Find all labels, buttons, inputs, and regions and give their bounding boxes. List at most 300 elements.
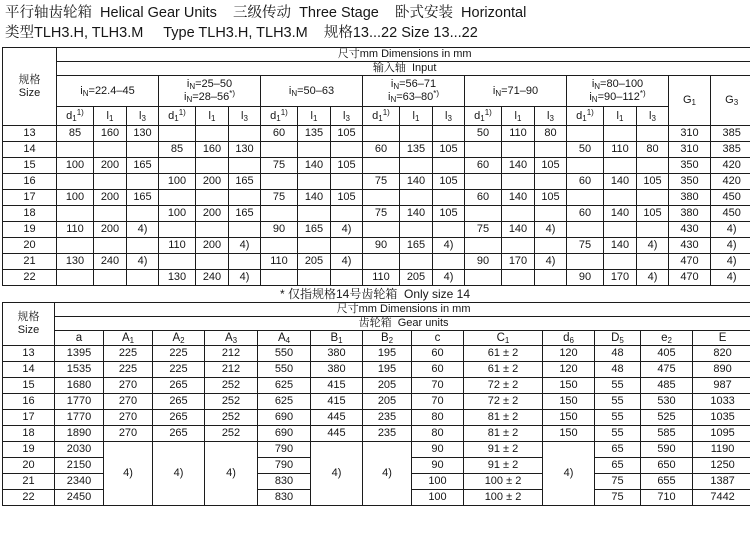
cell: 4)	[711, 270, 750, 286]
cell: 225	[153, 346, 205, 362]
cell: 140	[604, 206, 637, 222]
row-size: 16	[3, 174, 57, 190]
cell: 450	[711, 206, 750, 222]
cell	[298, 206, 331, 222]
cell: 110	[57, 222, 94, 238]
col-header-c1: $C_1$	[464, 331, 543, 346]
cell: 1770	[55, 410, 104, 426]
cell: 60	[465, 190, 502, 206]
cell: 55	[595, 426, 641, 442]
cell: 415	[311, 394, 363, 410]
col-header-c: c	[412, 331, 464, 346]
cell: 212	[205, 362, 258, 378]
cell: 60	[363, 142, 400, 158]
cell	[604, 254, 637, 270]
cell: 160	[196, 142, 229, 158]
cell: 252	[205, 410, 258, 426]
cell: 105	[331, 158, 363, 174]
cell	[229, 222, 261, 238]
cell	[331, 270, 363, 286]
cell: 61 ± 2	[464, 346, 543, 362]
cell: 1535	[55, 362, 104, 378]
cell: 2030	[55, 442, 104, 458]
cell: 75	[595, 490, 641, 506]
input-shaft-header: 输入轴 Input	[57, 62, 750, 76]
cell: 225	[104, 362, 153, 378]
cell: 1387	[693, 474, 750, 490]
cell: 4)	[637, 270, 669, 286]
cell	[502, 174, 535, 190]
cell: 140	[400, 206, 433, 222]
cell: 130	[127, 126, 159, 142]
cell: 415	[311, 378, 363, 394]
l1-column-header: $l_1$	[604, 107, 637, 126]
cell	[159, 158, 196, 174]
cell: 90	[465, 254, 502, 270]
page-title-line2: 类型TLH3.H, TLH3.M Type TLH3.H, TLH3.M 规格13...22 Size 13...22	[5, 25, 478, 41]
cell	[57, 142, 94, 158]
cell: 430	[669, 238, 711, 254]
cell: 100	[159, 174, 196, 190]
cell: 270	[104, 426, 153, 442]
table-row	[3, 190, 750, 206]
g1-column-header: $G_1$	[669, 76, 711, 126]
cell: 690	[258, 426, 311, 442]
row-size: 13	[3, 126, 57, 142]
cell: 110	[604, 142, 637, 158]
cell: 420	[711, 174, 750, 190]
cell: 265	[153, 410, 205, 426]
cell: 690	[258, 410, 311, 426]
cell: 4)	[153, 442, 205, 506]
cell: 585	[641, 426, 693, 442]
cell	[604, 158, 637, 174]
table-row	[3, 142, 750, 158]
table-row	[3, 410, 750, 426]
d1-column-header: $d_1^{1)}$	[57, 107, 94, 126]
cell: 820	[693, 346, 750, 362]
cell: 550	[258, 346, 311, 362]
cell: 830	[258, 490, 311, 506]
col-header-b1: $B_1$	[311, 331, 363, 346]
cell: 625	[258, 394, 311, 410]
size-header-zh: 规格	[17, 311, 40, 323]
cell	[465, 206, 502, 222]
cell: 105	[535, 190, 567, 206]
cell: 195	[363, 346, 412, 362]
cell	[433, 190, 465, 206]
cell: 405	[641, 346, 693, 362]
size-column-header	[3, 303, 55, 346]
cell: 200	[94, 158, 127, 174]
cell	[604, 126, 637, 142]
cell: 380	[669, 206, 711, 222]
cell: 4)	[711, 238, 750, 254]
table-row	[3, 362, 750, 378]
cell	[637, 190, 669, 206]
cell: 380	[311, 346, 363, 362]
l3-column-header: $l_3$	[229, 107, 261, 126]
l1-column-header: $l_1$	[298, 107, 331, 126]
cell: 4)	[433, 270, 465, 286]
cell	[196, 158, 229, 174]
l1-column-header: $l_1$	[502, 107, 535, 126]
cell: 2340	[55, 474, 104, 490]
cell: 445	[311, 410, 363, 426]
table-row	[3, 378, 750, 394]
cell: 60	[412, 362, 464, 378]
size-header-en: Size	[17, 324, 40, 336]
cell	[159, 126, 196, 142]
table-row	[3, 206, 750, 222]
cell	[127, 142, 159, 158]
footnote: * 仅指规格14号齿轮箱 Only size 14	[279, 287, 471, 301]
cell: 625	[258, 378, 311, 394]
cell: 105	[433, 206, 465, 222]
cell: 350	[669, 174, 711, 190]
ratio-group-header-2: $i_N=25-50$ $i_N=28-56^{*)}$	[159, 76, 261, 107]
table-row	[3, 442, 750, 458]
page-title-line1: 平行轴齿轮箱 Helical Gear Units 三级传动 Three Stage 卧式安装 Horizontal	[5, 5, 527, 21]
cell	[196, 190, 229, 206]
size-header-zh: 规格	[18, 73, 41, 86]
cell: 140	[604, 174, 637, 190]
cell	[604, 222, 637, 238]
cell	[127, 174, 159, 190]
cell	[567, 190, 604, 206]
cell: 90	[412, 458, 464, 474]
cell: 140	[502, 190, 535, 206]
cell: 590	[641, 442, 693, 458]
cell: 1890	[55, 426, 104, 442]
cell: 140	[400, 174, 433, 190]
row-size: 15	[3, 378, 55, 394]
cell	[127, 206, 159, 222]
cell	[159, 254, 196, 270]
cell: 165	[298, 222, 331, 238]
cell: 160	[94, 126, 127, 142]
cell	[261, 174, 298, 190]
cell	[363, 254, 400, 270]
cell: 91 ± 2	[464, 458, 543, 474]
cell: 48	[595, 362, 641, 378]
cell: 4)	[104, 442, 153, 506]
cell: 105	[331, 126, 363, 142]
cell	[502, 206, 535, 222]
cell	[94, 206, 127, 222]
row-size: 21	[3, 254, 57, 270]
cell	[94, 238, 127, 254]
cell: 80	[412, 410, 464, 426]
cell: 90	[363, 238, 400, 254]
cell: 100	[412, 474, 464, 490]
cell	[567, 126, 604, 142]
l1-column-header: $l_1$	[400, 107, 433, 126]
cell	[331, 238, 363, 254]
cell: 1033	[693, 394, 750, 410]
cell: 170	[604, 270, 637, 286]
cell: 100	[57, 190, 94, 206]
cell	[196, 254, 229, 270]
cell: 60	[567, 174, 604, 190]
cell: 650	[641, 458, 693, 474]
gear-units-header: 齿轮箱 Gear units	[55, 317, 750, 331]
cell	[57, 270, 94, 286]
cell: 75	[595, 474, 641, 490]
cell	[331, 174, 363, 190]
table-row	[3, 254, 750, 270]
cell: 4)	[331, 254, 363, 270]
cell: 110	[502, 126, 535, 142]
cell: 235	[363, 410, 412, 426]
cell	[363, 158, 400, 174]
l3-column-header: $l_3$	[127, 107, 159, 126]
l3-column-header: $l_3$	[331, 107, 363, 126]
cell: 105	[433, 142, 465, 158]
cell	[298, 174, 331, 190]
cell	[363, 190, 400, 206]
cell: 987	[693, 378, 750, 394]
cell: 380	[669, 190, 711, 206]
cell: 80	[535, 126, 567, 142]
cell: 270	[104, 394, 153, 410]
cell: 1095	[693, 426, 750, 442]
cell: 4)	[311, 442, 363, 506]
l3-column-header: $l_3$	[535, 107, 567, 126]
cell: 550	[258, 362, 311, 378]
cell	[567, 254, 604, 270]
ratio-group-header-1: $i_N=22.4-45$	[57, 76, 159, 107]
cell: 225	[153, 362, 205, 378]
cell: 105	[637, 174, 669, 190]
cell	[57, 174, 94, 190]
cell	[535, 270, 567, 286]
cell	[535, 206, 567, 222]
l3-column-header: $l_3$	[433, 107, 465, 126]
cell	[400, 190, 433, 206]
cell: 55	[595, 394, 641, 410]
gear-units-table	[2, 302, 750, 506]
cell: 195	[363, 362, 412, 378]
row-size: 13	[3, 346, 55, 362]
cell: 48	[595, 346, 641, 362]
cell	[637, 222, 669, 238]
cell: 1190	[693, 442, 750, 458]
cell: 270	[104, 378, 153, 394]
cell: 265	[153, 426, 205, 442]
row-size: 16	[3, 394, 55, 410]
cell: 75	[363, 206, 400, 222]
cell: 4)	[229, 270, 261, 286]
cell: 140	[298, 158, 331, 174]
row-size: 19	[3, 442, 55, 458]
cell: 1770	[55, 394, 104, 410]
cell: 4)	[637, 238, 669, 254]
cell: 140	[298, 190, 331, 206]
cell	[502, 270, 535, 286]
cell: 790	[258, 458, 311, 474]
cell: 4)	[543, 442, 595, 506]
cell	[229, 126, 261, 142]
cell: 252	[205, 394, 258, 410]
row-size: 22	[3, 270, 57, 286]
cell: 105	[637, 206, 669, 222]
cell	[502, 238, 535, 254]
cell: 70	[412, 378, 464, 394]
l1-column-header: $l_1$	[196, 107, 229, 126]
cell: 135	[298, 126, 331, 142]
d1-column-header: $d_1^{1)}$	[465, 107, 502, 126]
cell: 240	[94, 254, 127, 270]
table-row	[3, 158, 750, 174]
cell: 90	[261, 222, 298, 238]
row-size: 18	[3, 426, 55, 442]
cell: 205	[298, 254, 331, 270]
table-row	[3, 126, 750, 142]
l1-column-header: $l_1$	[94, 107, 127, 126]
cell: 4)	[711, 222, 750, 238]
cell: 200	[196, 206, 229, 222]
cell: 105	[535, 158, 567, 174]
cell	[196, 126, 229, 142]
cell: 60	[261, 126, 298, 142]
col-header-a3: $A_3$	[205, 331, 258, 346]
cell: 105	[331, 190, 363, 206]
col-header-b2: $B_2$	[363, 331, 412, 346]
cell	[298, 270, 331, 286]
g3-column-header: $G_3$	[711, 76, 750, 126]
cell	[400, 222, 433, 238]
cell	[127, 238, 159, 254]
cell: 110	[159, 238, 196, 254]
cell: 140	[502, 222, 535, 238]
dimensions-header: 尺寸mm Dimensions in mm	[57, 48, 750, 62]
cell: 4)	[205, 442, 258, 506]
cell	[94, 270, 127, 286]
cell	[261, 270, 298, 286]
cell: 60	[465, 158, 502, 174]
cell: 100	[159, 206, 196, 222]
cell: 2450	[55, 490, 104, 506]
cell: 60	[567, 206, 604, 222]
cell	[94, 142, 127, 158]
cell: 81 ± 2	[464, 426, 543, 442]
cell: 200	[196, 238, 229, 254]
cell: 4)	[127, 222, 159, 238]
d1-column-header: $d_1^{1)}$	[261, 107, 298, 126]
cell	[433, 158, 465, 174]
row-size: 21	[3, 474, 55, 490]
cell: 4)	[711, 254, 750, 270]
dimensions-header: 尺寸mm Dimensions in mm	[55, 303, 750, 317]
cell: 140	[604, 238, 637, 254]
cell: 205	[363, 394, 412, 410]
cell: 75	[567, 238, 604, 254]
cell: 61 ± 2	[464, 362, 543, 378]
cell: 90	[412, 442, 464, 458]
cell: 165	[229, 174, 261, 190]
cell: 91 ± 2	[464, 442, 543, 458]
cell: 235	[363, 426, 412, 442]
table-row	[3, 270, 750, 286]
row-size: 20	[3, 238, 57, 254]
cell	[229, 254, 261, 270]
cell: 4)	[331, 222, 363, 238]
cell: 420	[711, 158, 750, 174]
row-size: 14	[3, 362, 55, 378]
cell: 265	[153, 378, 205, 394]
cell: 130	[229, 142, 261, 158]
cell	[465, 238, 502, 254]
cell: 1395	[55, 346, 104, 362]
cell: 120	[543, 362, 595, 378]
cell	[400, 254, 433, 270]
cell: 350	[669, 158, 711, 174]
cell: 55	[595, 410, 641, 426]
cell: 75	[363, 174, 400, 190]
cell: 75	[261, 158, 298, 174]
cell	[331, 206, 363, 222]
cell	[261, 142, 298, 158]
cell: 150	[543, 410, 595, 426]
cell: 252	[205, 378, 258, 394]
cell	[535, 142, 567, 158]
cell: 4)	[127, 254, 159, 270]
cell	[159, 190, 196, 206]
cell: 65	[595, 458, 641, 474]
cell	[127, 270, 159, 286]
cell: 130	[159, 270, 196, 286]
cell: 105	[433, 174, 465, 190]
cell: 225	[104, 346, 153, 362]
cell: 265	[153, 394, 205, 410]
cell	[465, 142, 502, 158]
row-size: 14	[3, 142, 57, 158]
cell: 4)	[229, 238, 261, 254]
cell	[261, 206, 298, 222]
cell: 165	[400, 238, 433, 254]
cell: 75	[465, 222, 502, 238]
table-row	[3, 426, 750, 442]
cell: 525	[641, 410, 693, 426]
col-header-e2: $e_2$	[641, 331, 693, 346]
ratio-group-header-4: $i_N=56-71$ $i_N=63-80^{*)}$	[363, 76, 465, 107]
cell: 65	[595, 442, 641, 458]
cell: 212	[205, 346, 258, 362]
table-row	[3, 222, 750, 238]
table-row	[3, 394, 750, 410]
cell: 150	[543, 426, 595, 442]
cell: 200	[94, 222, 127, 238]
cell	[567, 158, 604, 174]
cell: 72 ± 2	[464, 378, 543, 394]
cell: 385	[711, 142, 750, 158]
cell: 130	[57, 254, 94, 270]
cell: 205	[363, 378, 412, 394]
size-column-header	[3, 48, 57, 126]
cell	[433, 126, 465, 142]
cell	[400, 126, 433, 142]
row-size: 20	[3, 458, 55, 474]
cell: 4)	[433, 238, 465, 254]
col-header-a1: $A_1$	[104, 331, 153, 346]
l3-column-header: $l_3$	[637, 107, 669, 126]
cell: 380	[311, 362, 363, 378]
cell: 385	[711, 126, 750, 142]
cell: 1250	[693, 458, 750, 474]
cell: 200	[196, 174, 229, 190]
cell: 72 ± 2	[464, 394, 543, 410]
